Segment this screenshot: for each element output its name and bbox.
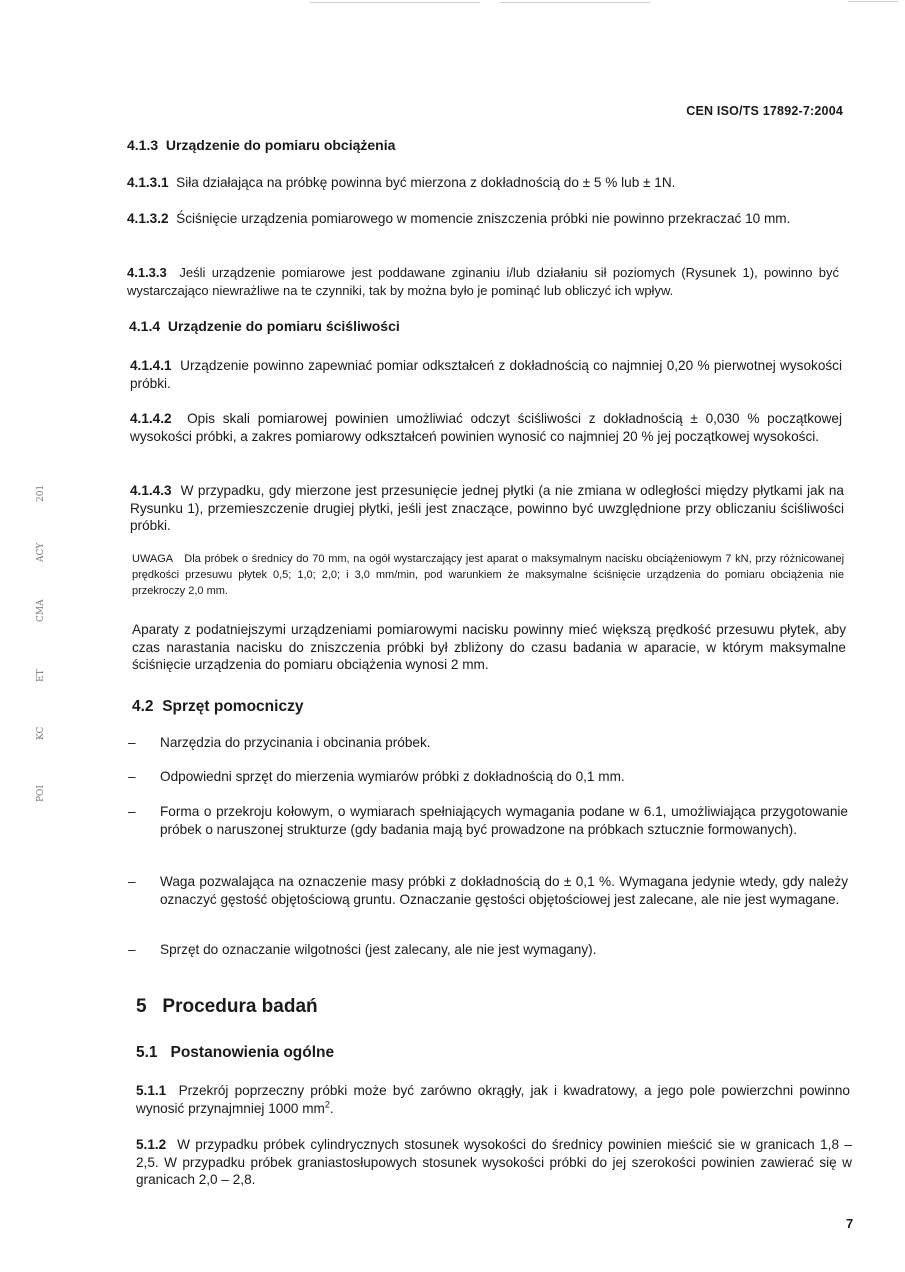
list-item: – Sprzęt do oznaczanie wilgotności (jest zalecany, ale nie jest wymagany). [128, 942, 597, 957]
list-dash: – [128, 735, 136, 750]
side-stamp-text: 201 [36, 484, 46, 502]
side-stamp-text: CMA [36, 599, 46, 622]
side-stamp-text: KC [36, 726, 46, 740]
list-dash: – [128, 874, 136, 889]
note-uwaga: UWAGA Dla próbek o średnicy do 70 mm, na ogół wystarczający jest aparat o maksymalnym nacisku obciążeniowym 7 kN, przy różnicowanej prędkości przesuwu płytek 0,5; 1,0; 2,0; i 3,0 mm/min, pod warunkiem że maksymalne ściśnięcie urządzenia do pomiaru obciążenia nie przekroczy 2,0 mm. [132, 553, 845, 597]
section-heading-4-1-3: 4.1.3 Urządzenie do pomiaru obciążenia [127, 137, 396, 153]
list-dash: – [128, 942, 136, 957]
document-reference: CEN ISO/TS 17892-7:2004 [686, 104, 843, 118]
side-stamp-text: POI [36, 785, 46, 802]
paragraph-4-1-3-3: 4.1.3.3 Jeśli urządzenie pomiarowe jest poddawane zginaniu i/lub działaniu sił poziomych (Rysunek 1), powinno być wystarczająco niewrażliwe na te czynniki, tak by można było je pominąć lub obliczyć ich wpływ. [127, 265, 839, 298]
scan-artifact [500, 2, 650, 3]
paragraph-4-1-4-3: 4.1.4.3 W przypadku, gdy mierzone jest przesunięcie jednej płytki (a nie zmiana w odległości między płytkami jak na Rysunku 1), przemieszczenie drugiej płytki, jeśli jest znaczące, powinno być uwzględnione przy obliczaniu ściśliwości próbki. [130, 483, 844, 533]
section-heading-5-1: 5.1 Postanowienia ogólne [136, 1044, 335, 1061]
side-stamp-text: ACY [36, 542, 46, 562]
list-dash: – [128, 769, 136, 784]
scan-artifact [310, 2, 480, 3]
list-item: – Waga pozwalająca na oznaczenie masy próbki z dokładnością do ± 0,1 %. Wymagana jedynie wtedy, gdy należy oznaczyć gęstość objętościową gruntu. Oznaczanie gęstości objętościowej jest zalecane, ale nie jest wymagane. [128, 874, 848, 907]
section-heading-4-2: 4.2 Sprzęt pomocniczy [132, 698, 304, 715]
chapter-heading-5: 5 Procedura badań [136, 996, 318, 1017]
scan-artifact [848, 1, 898, 2]
paragraph-4-1-4-2: 4.1.4.2 Opis skali pomiarowej powinien umożliwiać odczyt ściśliwości z dokładnością ± 0,030 % początkowej wysokości próbki, a zakres pomiarowy odkształceń powinien wynosić co najmniej 20 % jej początkowej wysokości. [130, 411, 842, 444]
page-number: 7 [846, 1216, 854, 1231]
side-stamp-text: ET [36, 669, 46, 682]
list-item: – Forma o przekroju kołowym, o wymiarach spełniających wymagania podane w 6.1, umożliwiająca przygotowanie próbek o naruszonej strukturze (gdy badania mają być prowadzone na próbkach sztucznie formowanych). [128, 804, 848, 837]
list-item: – Narzędzia do przycinania i obcinania próbek. [128, 735, 431, 750]
paragraph-5-1-1: 5.1.1 Przekrój poprzeczny próbki może być zarówno okrągły, jak i kwadratowy, a jego pole powierzchni powinno wynosić przynajmniej 1000 $mm^2$. [136, 1083, 850, 1116]
list-dash: – [128, 804, 136, 819]
section-heading-4-1-4: 4.1.4 Urządzenie do pomiaru ściśliwości [129, 318, 400, 334]
side-stamp [36, 482, 56, 822]
paragraph-4-1-3-2: 4.1.3.2 Ściśnięcie urządzenia pomiarowego w momencie zniszczenia próbki nie powinno przekraczać 10 mm. [127, 211, 791, 226]
paragraph-5-1-2: 5.1.2 W przypadku próbek cylindrycznych stosunek wysokości do średnicy powinien mieścić sie w granicach 1,8 – 2,5. W przypadku próbek graniastosłupowych stosunek wysokości próbki do jej szerokości powinien zawierać się w granicach 2,0 – 2,8. [136, 1137, 852, 1187]
paragraph-aparaty: Aparaty z podatniejszymi urządzeniami pomiarowymi nacisku powinny mieć większą prędkość przesuwu płytek, aby czas narastania nacisku do zniszczenia próbki był zbliżony do czasu badania w aparacie, w którym maksymalne ściśnięcie urządzenia do pomiaru obciążenia wynosi 2 mm. [132, 622, 846, 672]
paragraph-4-1-4-1: 4.1.4.1 Urządzenie powinno zapewniać pomiar odkształceń z dokładnością co najmniej 0,20 % pierwotnej wysokości próbki. [130, 358, 842, 391]
paragraph-4-1-3-1: 4.1.3.1 Siła działająca na próbkę powinna być mierzona z dokładnością do ± 5 % lub ± 1N. [127, 175, 676, 190]
list-item: – Odpowiedni sprzęt do mierzenia wymiarów próbki z dokładnością do 0,1 mm. [128, 769, 625, 784]
